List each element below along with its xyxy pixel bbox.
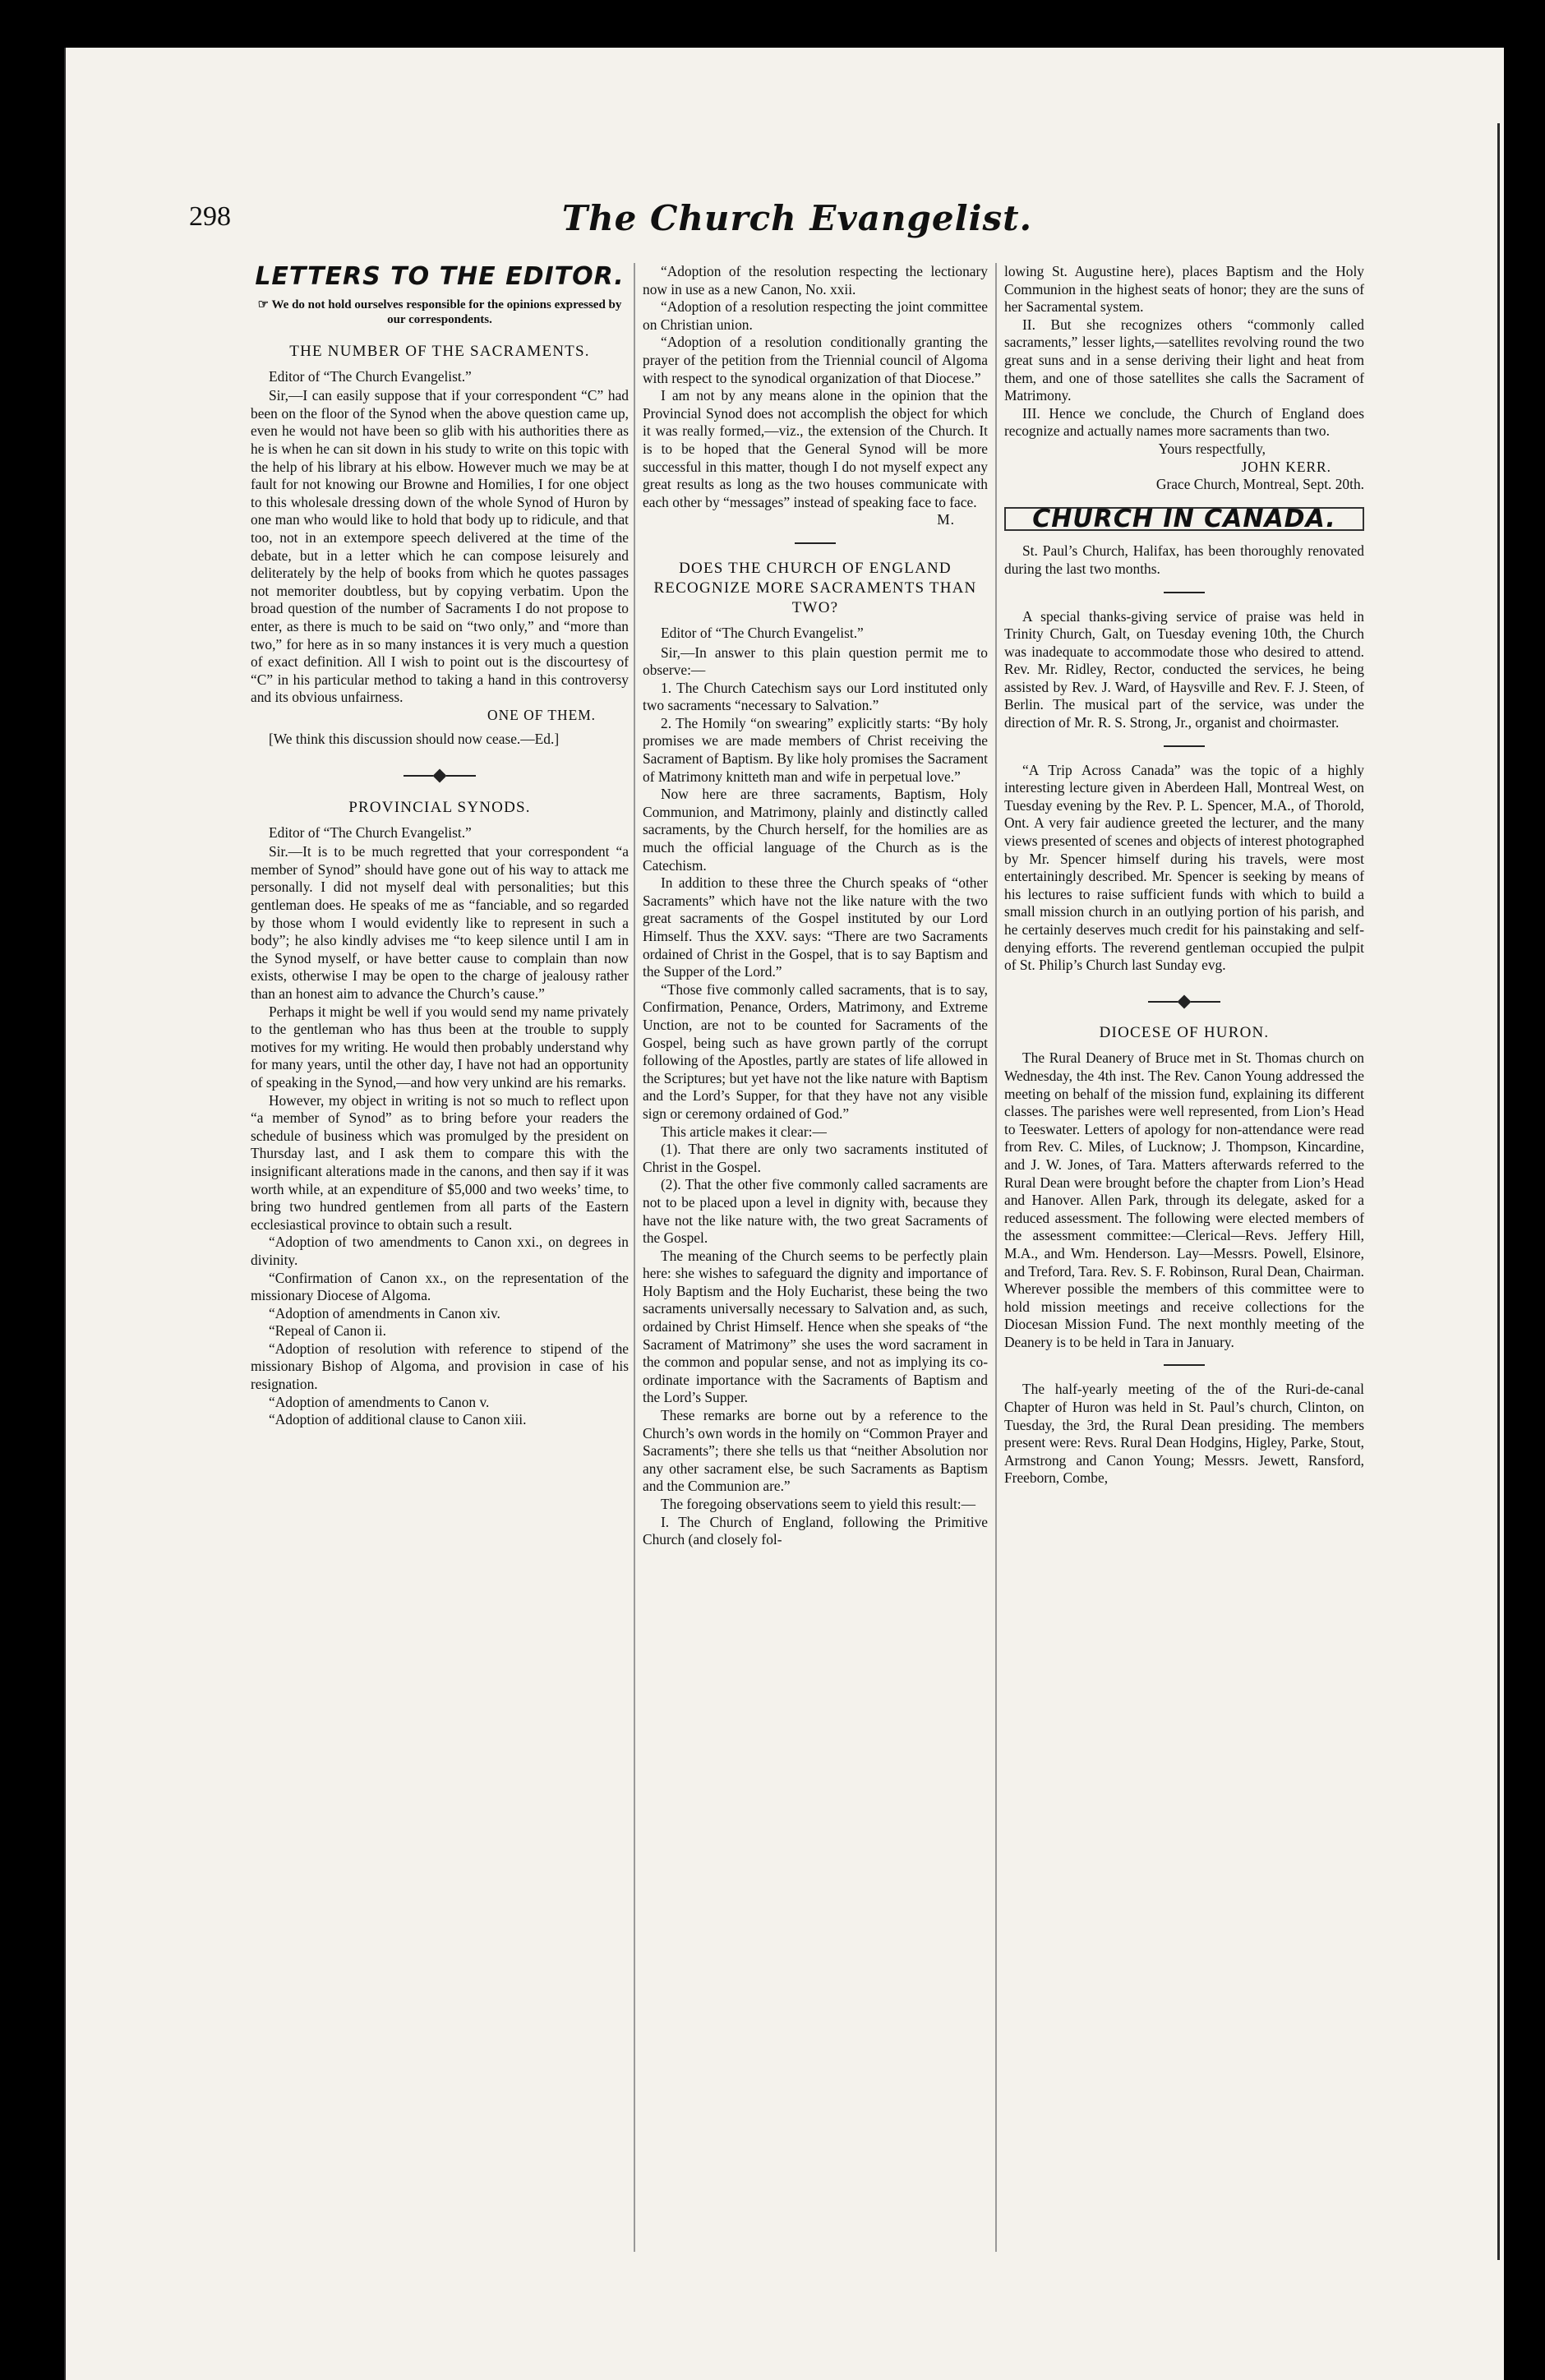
list-item: “Adoption of amendments to Canon v. bbox=[269, 1393, 490, 1410]
article-paragraph: III. Hence we conclude, the Church of England does recognize and actually names more sacraments than two. bbox=[1004, 404, 1364, 440]
list-item: “Adoption of a resolution conditionally granting the prayer of the petition from the Triennial council of Algoma with respect to the synodical organization of that Diocese.” bbox=[643, 334, 988, 386]
list-item: “Repeal of Canon ii. bbox=[269, 1322, 386, 1340]
news-item: St. Paul’s Church, Halifax, has been thoroughly renovated during the last two months. bbox=[1004, 542, 1364, 577]
section-rule bbox=[1164, 1364, 1205, 1366]
article-paragraph: In addition to these three the Church speaks of “other Sacraments” which have not the like nature with the two great sacraments of the Gospel instituted by our Lord Himself. Thus the XXV. says: “There are two Sacraments ordained of Christ in the Gospel, that is to say Baptism and the Supper of the Lord.” bbox=[643, 874, 988, 980]
signature: M. bbox=[937, 511, 955, 528]
section-rule bbox=[1164, 745, 1205, 747]
scan-right-border bbox=[1504, 48, 1545, 2380]
list-item: “Confirmation of Canon xx., on the representation of the missionary Diocese of Algoma. bbox=[251, 1269, 629, 1304]
column-2 bbox=[643, 263, 988, 1549]
article-paragraph: I. The Church of England, following the Primitive Church (and closely fol- bbox=[643, 1513, 988, 1548]
article-title-more-sacraments: DOES THE CHURCH OF ENGLAND RECOGNIZE MORE SACRAMENTS THAN TWO? bbox=[653, 559, 977, 616]
article-paragraph: The meaning of the Church seems to be perfectly plain here: she wishes to safeguard the dignity and importance of Holy Baptism and the Holy Eucharist, these being the two sacraments universally necessary to Salvation and, as such, ordained by Christ Himself. Hence when she speaks of “the Sacrament of Matrimony” she uses the word sacrament in the common and popular sense, and not as implying its co-ordinate importance with the Sacraments of Baptism and the Lord’s Supper. bbox=[643, 1247, 988, 1406]
article-paragraph: Perhaps it might be well if you would send my name privately to the gentleman who has thus been at the trouble to supply motives for my writing. He would then probably understand why for many years, until the other day, I have not had an opportunity of speaking in the Synod,—and how very unkind are his remarks. bbox=[251, 1003, 629, 1091]
section-ornament bbox=[251, 767, 629, 785]
article-title-number-of-sacraments: THE NUMBER OF THE SACRAMENTS. bbox=[289, 342, 590, 360]
article-paragraph: 1. The Church Catechism says our Lord instituted only two sacraments “necessary to Salvation.” bbox=[643, 679, 988, 714]
section-title-letters: LETTERS TO THE EDITOR. bbox=[255, 262, 625, 291]
salutation: Editor of “The Church Evangelist.” bbox=[661, 624, 864, 641]
list-item: “Adoption of the resolution respecting the lectionary now in use as a new Canon, No. xxii. bbox=[643, 263, 988, 298]
article-paragraph: Sir.—It is to be much regretted that your correspondent “a member of Synod” should have gone out of his way to attack me personally. I did not myself deal with personalities; but this gentleman does. He speaks of me as “fanciable, and so regarded by those whom I would evidently like to represent in such a body”; he also kindly advises me “to keep silence until I am in the Synod myself, or have better cause to complain than now exists, otherwise I may be open to the charge of jealousy rather than an honest aim to advance the Church’s cause.” bbox=[251, 843, 629, 1002]
page-number: 298 bbox=[189, 201, 231, 232]
article-paragraph: (2). That the other five commonly called sacraments are not to be placed upon a level in dignity with, because they have not the like nature with, the two great Sacraments of the Gospel. bbox=[643, 1176, 988, 1247]
column-3 bbox=[1004, 263, 1364, 1488]
disclaimer: ☞ We do not hold ourselves responsible for the opinions expressed by our correspondents. bbox=[257, 298, 622, 326]
list-item: “Adoption of a resolution respecting the joint committee on Christian union. bbox=[643, 298, 988, 333]
journal-title: The Church Evangelist. bbox=[561, 198, 1033, 238]
news-item: The Rural Deanery of Bruce met in St. Thomas church on Wednesday, the 4th inst. The Rev. Canon Young addressed the meeting on behalf of the mission fund, explaining its different classes. The parishes were well represented, from Lion’s Head to Teeswater. Letters of apology for non-attendance were read from Rev. C. Miles, of Lucknow; J. Thompson, Kincardine, and J. W. Jones, of Tara. Matters afterwards referred to the Rural Dean were brought before the chapter from Lion’s Head and Hanover. Allen Park, through its delegate, asked for a reduced assessment. The following were elected members of the assessment committee:—Clerical—Revs. Jeffery Hill, M.A., and Wm. Henderson. Lay—Messrs. Powell, Elsinore, and Treford, Tara. Rev. S. F. Robinson, Rural Dean, Chairman. Wherever possible the members of this committee were to hold mission meetings and receive collections for the Diocesan Mission Fund. The next monthly meeting of the Deanery is to be held in Tara in January. bbox=[1004, 1049, 1364, 1350]
article-paragraph: This article makes it clear:— bbox=[661, 1123, 827, 1140]
news-item: The half-yearly meeting of the of the Ruri-de-canal Chapter of Huron was held in St. Paul’s church, Clinton, on Tuesday, the 3rd, the Rural Dean presiding. The members present were: Revs. Rural Dean Hodgins, Higley, Parke, Stout, Armstrong and Canon Young; Messrs. Jewett, Ransford, Freeborn, Combe, bbox=[1004, 1381, 1364, 1487]
scan-top-border bbox=[0, 0, 1545, 49]
section-ornament bbox=[1004, 993, 1364, 1011]
article-paragraph: lowing St. Augustine here), places Baptism and the Holy Communion in the highest seats of honor; they are the suns of her Sacramental system. bbox=[1004, 263, 1364, 316]
closing: Yours respectfully, bbox=[1158, 440, 1266, 457]
section-rule bbox=[1164, 592, 1205, 593]
column-rule-2 bbox=[995, 263, 997, 2252]
signature: ONE OF THEM. bbox=[487, 706, 596, 723]
salutation: Editor of “The Church Evangelist.” bbox=[269, 823, 472, 841]
list-item: “Adoption of additional clause to Canon xiii. bbox=[269, 1411, 527, 1428]
list-item: “Adoption of two amendments to Canon xxi., on degrees in divinity. bbox=[251, 1234, 629, 1268]
article-paragraph: 2. The Homily “on swearing” explicitly starts: “By holy promises we are made members of Christ receiving the Sacrament of Baptism. By like holy promises the Sacrament of Matrimony knitteth man and wife in perpetual love.” bbox=[643, 714, 988, 785]
page-edge-line bbox=[1497, 123, 1500, 2260]
signature-place: Grace Church, Montreal, Sept. 20th. bbox=[1155, 476, 1364, 493]
article-title-diocese-of-huron: DIOCESE OF HURON. bbox=[1099, 1024, 1270, 1042]
news-item: A special thanks-giving service of praise was held in Trinity Church, Galt, on Tuesday evening 10th, the Church was inadequate to accommodate those who desired to attend. Rev. Mr. Ridley, Rector, conducted the services, he being assisted by Rev. J. Ward, of Haysville and Rev. F. J. Steen, of Berlin. The musical part of the service, was under the direction of Mr. R. S. Strong, Jr., organist and choirmaster. bbox=[1004, 607, 1364, 731]
salutation: Editor of “The Church Evangelist.” bbox=[269, 367, 472, 385]
article-paragraph: However, my object in writing is not so much to reflect upon “a member of Synod” as to bring before your readers the schedule of business which was promulged by the president on Thursday last, and I ask them to compare this with the insignificant alterations made in the canons, and then say if it was worth while, at an expenditure of $5,000 and two weeks’ time, to bring two hundred gentlemen from all parts of the Eastern ecclesiastical province to obtain such a result. bbox=[251, 1091, 629, 1233]
article-paragraph: I am not by any means alone in the opinion that the Provincial Synod does not accomplish the object for which it was really formed,—viz., the extension of the Church. It is to be hoped that the General Synod will be more successful in this matter, though I do not myself expect any great results as long as the two houses communicate with each other by “messages” instead of speaking face to face. bbox=[643, 387, 988, 510]
list-item: “Adoption of amendments in Canon xiv. bbox=[269, 1304, 500, 1321]
list-item: “Adoption of resolution with reference to stipend of the missionary Bishop of Algoma, and provision in case of his resignation. bbox=[251, 1340, 629, 1393]
section-rule bbox=[795, 542, 836, 544]
column-rule-1 bbox=[634, 263, 635, 2252]
article-paragraph: II. But she recognizes others “commonly called sacraments,” lesser lights,—satellites revolving round the two great suns and in a sense deriving their light and heat from them, and one of those satellites she calls the Sacrament of Matrimony. bbox=[1004, 316, 1364, 404]
article-body: Sir,—I can easily suppose that if your correspondent “C” had been on the floor of the Synod when the above question came up, even he would not have been so glib with his authorities there as he is when he can sit down in his study to write on this topic with the help of his library at his elbow. However much we may be at fault for not knowing our Browne and Homilies, I for one object to this wholesale dressing down of the whole Synod of Huron by one man who would like to hold that body up to ridicule, and that too, not in an extempore speech delivered at the time of the debate, but in a letter which he can compose leisurely and deliterately by the help of books from which he quotes passages not memoriter doubtless, but by copying verbatim. Upon the broad question of the number of Sacraments I do not propose to enter, as there is much to be said on “two only,” and “more than two,” for here as in so many instances it is very much a question of exact definition. All I wish to point out is the discourtesy of “C” in his particular method to taking a hand in this controversy and its obvious unfairness. bbox=[251, 387, 629, 706]
article-paragraph: These remarks are borne out by a reference to the Church’s own words in the homily on “Common Prayer and Sacraments”; there she tells us that “neither Absolution nor any other sacrament else, be such Sacraments as Baptism and the Communion are.” bbox=[643, 1407, 988, 1495]
article-paragraph: Sir,—In answer to this plain question permit me to observe:— bbox=[643, 643, 988, 679]
running-head bbox=[189, 198, 1364, 251]
column-1 bbox=[251, 263, 629, 1429]
article-title-provincial-synods: PROVINCIAL SYNODS. bbox=[348, 798, 531, 816]
signature: JOHN KERR. bbox=[1241, 458, 1331, 475]
section-title-church-in-canada: CHURCH IN CANADA. bbox=[1004, 507, 1364, 532]
article-paragraph: Now here are three sacraments, Baptism, Holy Communion, and Matrimony, plainly and distinctly called sacraments, by the Church herself, for the homilies are as much the official language of the Church as is the Catechism. bbox=[643, 786, 988, 874]
editor-note: [We think this discussion should now cease.—Ed.] bbox=[269, 731, 560, 748]
article-paragraph: “Those five commonly called sacraments, that is to say, Confirmation, Penance, Orders, Matrimony, and Extreme Unction, are not to be counted for Sacraments of the Gospel, being such as have grown partly of the corrupt following of the Apostles, partly are states of life allowed in the Scriptures; but yet have not the like nature with Baptism and the Lord’s Supper, for that they have not any visible sign or ceremony ordained of God.” bbox=[643, 980, 988, 1122]
article-paragraph: (1). That there are only two sacraments instituted of Christ in the Gospel. bbox=[643, 1141, 988, 1175]
news-item: “A Trip Across Canada” was the topic of a highly interesting lecture given in Aberdeen Hall, Montreal West, on Tuesday evening by the Rev. P. L. Spencer, M.A., of Thorold, Ont. A very fair audience greeted the lecturer, and the many views presented of scenes and objects of interest photographed by Mr. Spencer himself during his travels, were most entertainingly described. Mr. Spencer is seeking by means of his lectures to raise sufficient funds with which to build a small mission church in an outlying portion of his parish, and he certainly deserves much credit for his painstaking and self-denying efforts. The reverend gentleman occupied the pulpit of St. Philip’s Church last Sunday evg. bbox=[1004, 761, 1364, 974]
article-paragraph: The foregoing observations seem to yield this result:— bbox=[661, 1496, 976, 1512]
